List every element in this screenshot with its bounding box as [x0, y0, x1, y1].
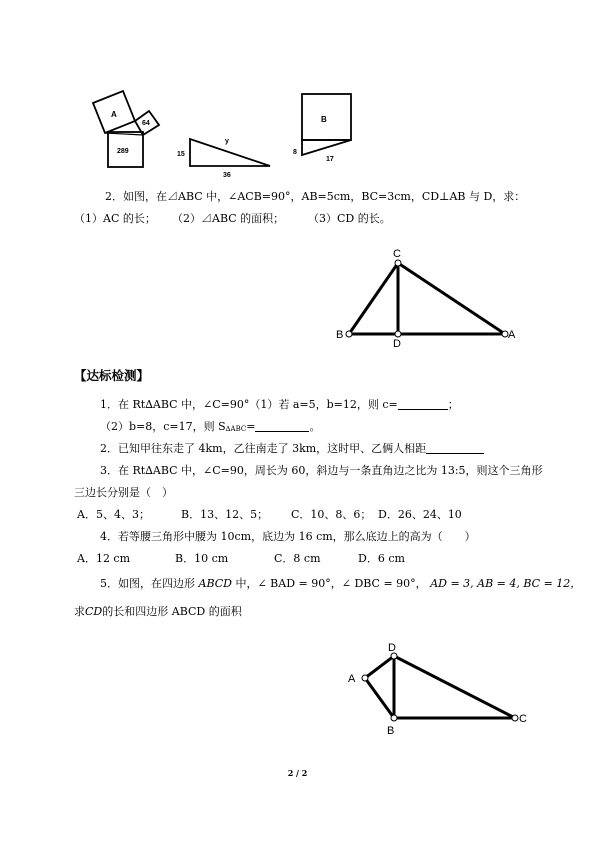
test-3-option-d: D．26、24、10: [378, 508, 462, 521]
triangle-figure-2: [170, 125, 280, 180]
section-title: 【达标检测】: [74, 368, 150, 383]
squares-figure-1: [85, 85, 165, 175]
triangle-shape: [190, 139, 270, 166]
test-1-line-2: （2）b=8，c=17，则 S∆ABC= 。: [100, 420, 321, 433]
label-15: 15: [177, 151, 185, 158]
page-number: 2 / 2: [287, 768, 308, 778]
vertex-a-label: A: [348, 673, 356, 685]
question-2-text: 2．如图，在⊿ABC 中，∠ACB=90°，AB=5cm，BC=3cm，CD⊥AB 与 D，求：: [105, 190, 526, 203]
quadrilateral-abcd-figure: [340, 640, 535, 740]
test-3-option-c: C．10、8、6；: [291, 508, 372, 521]
vertex-b-label: B: [387, 725, 395, 737]
test-3-option-a: A．5、4、3；: [77, 508, 150, 521]
label-17: 17: [326, 156, 334, 163]
foot-d-label: D: [393, 338, 401, 348]
answer-blank-c: [398, 398, 448, 410]
vertex-c-label: C: [519, 713, 527, 725]
test-4-option-c: C．8 cm: [274, 552, 321, 565]
label-36: 36: [223, 172, 231, 179]
triangle-shape: [302, 140, 351, 155]
test-3-option-b: B．13、12、5；: [181, 508, 269, 521]
square-triangle-figure-3: [290, 88, 370, 168]
answer-blank-area: [255, 420, 309, 432]
test-4-text: 4．若等腰三角形中腰为 10cm，底边为 16 cm，那么底边上的高为（ ）: [100, 530, 476, 543]
question-2-sub-1: （1）AC 的长；: [74, 212, 156, 225]
test-4-option-b: B．10 cm: [175, 552, 229, 565]
question-2-sub-3: （3）CD 的长。: [308, 212, 391, 225]
vertex-d-label: D: [388, 642, 396, 654]
area-subscript: ∆ABC: [225, 425, 247, 433]
test-5-line-1: 5．如图，在四边形 ABCD 中，∠ BAD = 90°，∠ DBC = 90°， AD = 3, AB = 4, BC = 12，: [100, 577, 582, 590]
label-8: 8: [293, 149, 297, 156]
test-3-line-2: 三边长分别是（ ）: [74, 486, 173, 499]
vertex-a-label: A: [508, 329, 516, 341]
label-a: A: [111, 110, 117, 119]
vertex-b-label: B: [336, 329, 344, 341]
label-y: y: [225, 138, 229, 145]
triangle-abc-figure: [330, 243, 530, 348]
test-3-line-1: 3．在 Rt∆ABC 中，∠C=90，周长为 60，斜边与一条直角边之比为 13:5，则这个三角形: [100, 464, 543, 477]
label-64: 64: [142, 120, 150, 127]
question-2-sub-2: （2）⊿ABC 的面积；: [172, 212, 285, 225]
label-289: 289: [117, 148, 129, 155]
label-b: B: [321, 115, 327, 124]
vertex-c-label: C: [393, 248, 401, 260]
test-1-line-1: 1．在 Rt∆ABC 中，∠C=90°（1）若 a=5，b=12，则 c= ；: [100, 398, 459, 411]
answer-blank-distance: [426, 442, 484, 454]
test-4-option-a: A．12 cm: [77, 552, 131, 565]
test-4-option-d: D．6 cm: [358, 552, 405, 565]
given-values: AD = 3, AB = 4, BC = 12，: [430, 577, 582, 590]
test-5-line-2: 求CD的长和四边形 ABCD 的面积: [74, 605, 242, 618]
test-2-text: 2．已知甲往东走了 4km，乙往南走了 3km，这时甲、乙俩人相距: [100, 442, 484, 456]
